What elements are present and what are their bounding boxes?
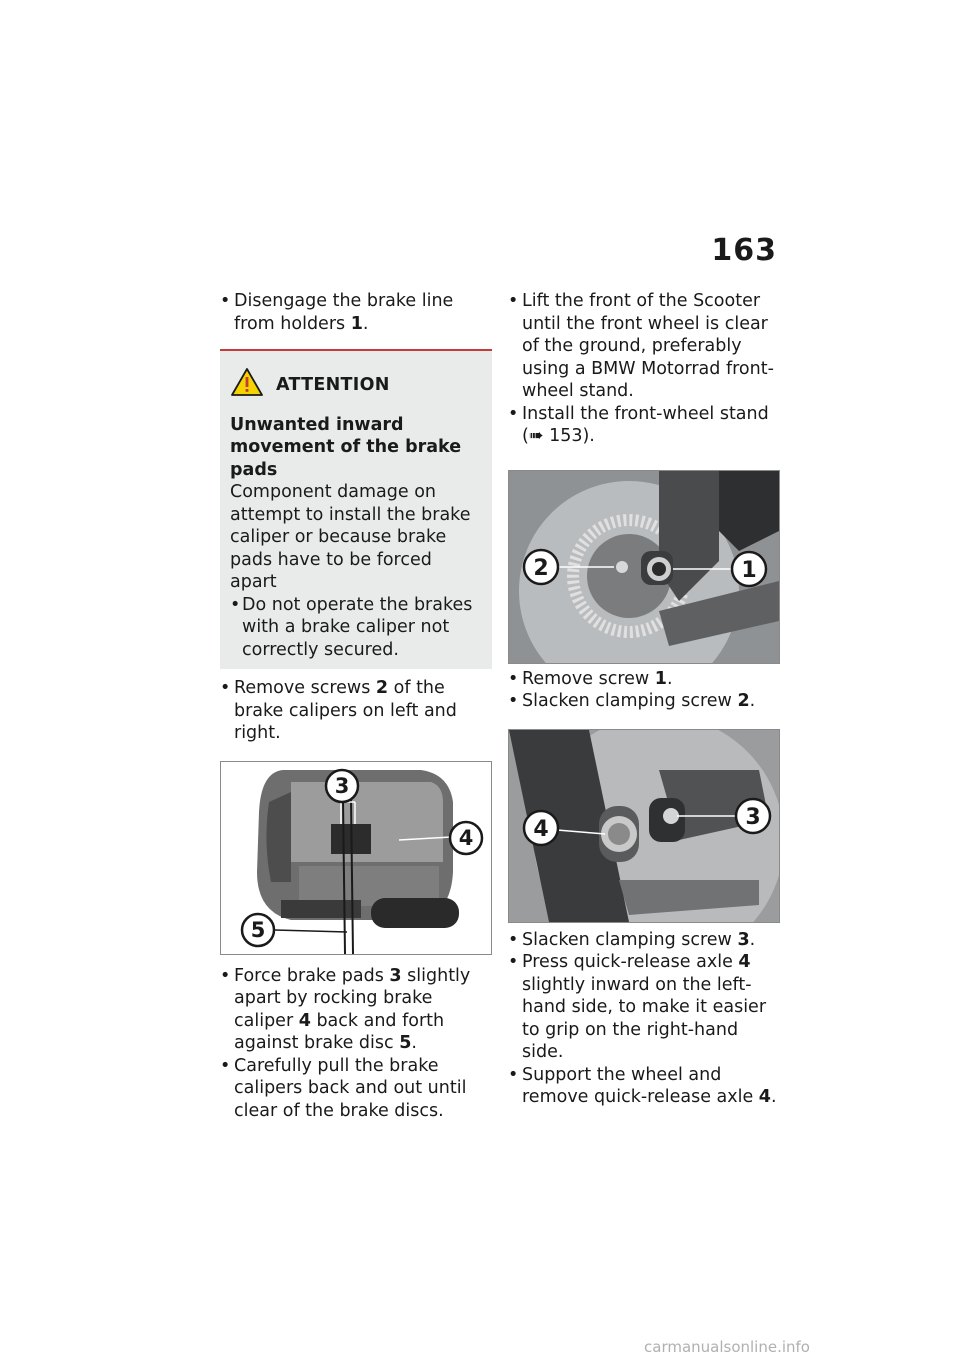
step-disengage-brake-line: • Disengage the brake line from holders 1. — [220, 290, 492, 335]
step-remove-screw: • Remove screw 1. — [508, 668, 780, 691]
step-remove-axle: • Support the wheel and remove quick-release axle 4. — [508, 1064, 780, 1109]
page-ref-link[interactable]: 153 — [543, 426, 583, 446]
callout-4: 4 — [533, 816, 549, 842]
right-column — [508, 290, 780, 1109]
callout-4: 4 — [458, 825, 474, 850]
step-pull-calipers: • Carefully pull the brake calipers back and out until clear of the brake discs. — [220, 1055, 492, 1123]
quick-release-axle-illustration — [509, 730, 779, 922]
attention-bullet: • Do not operate the brakes with a brake caliper not correctly secured. — [230, 594, 482, 662]
callout-1: 1 — [741, 557, 757, 583]
callout-3: 3 — [334, 773, 350, 798]
step-force-brake-pads: • Force brake pads 3 slightly apart by rocking brake caliper 4 back and forth against brake disc 5. — [220, 965, 492, 1055]
step-list — [220, 290, 492, 335]
step-remove-screws: • Remove screws 2 of the brake calipers on left and right. — [220, 677, 492, 745]
brake-caliper-illustration — [221, 762, 491, 954]
step-list — [508, 668, 780, 713]
attention-bullets — [230, 594, 482, 662]
left-column — [220, 290, 492, 1122]
page-number: 163 — [711, 233, 777, 268]
axle-screw-illustration — [509, 471, 779, 663]
step-list — [508, 290, 780, 448]
step-slacken-screw-3: • Slacken clamping screw 3. — [508, 929, 780, 952]
page-ref-arrow-icon: ➠ — [528, 426, 544, 446]
step-lift-scooter: • Lift the front of the Scooter until the front wheel is clear of the ground, preferably using a BMW Motorrad front-wheel stand. — [508, 290, 780, 403]
step-slacken-screw-2: • Slacken clamping screw 2. — [508, 690, 780, 713]
warning-triangle-icon — [230, 367, 264, 404]
step-list — [220, 677, 492, 745]
callout-5: 5 — [250, 917, 266, 942]
watermark: carmanualsonline.info — [644, 1338, 810, 1356]
attention-subtitle: Unwanted inward movement of the brake pads — [230, 414, 462, 480]
quick-release-axle-figure — [508, 729, 780, 923]
callout-3: 3 — [745, 804, 761, 830]
step-list — [508, 929, 780, 1109]
attention-box — [220, 351, 492, 669]
attention-title: ATTENTION — [276, 375, 390, 395]
step-install-stand: • Install the front-wheel stand (➠ 153). — [508, 403, 780, 448]
step-press-axle: • Press quick-release axle 4 slightly inward on the left-hand side, to make it easier to grip on the right-hand side. — [508, 951, 780, 1064]
attention-body: Component damage on attempt to install the brake caliper or because brake pads have to be forced apart — [230, 482, 471, 592]
axle-screw-figure — [508, 470, 780, 664]
step-list — [220, 965, 492, 1123]
brake-caliper-figure — [220, 761, 492, 955]
callout-2: 2 — [533, 555, 549, 581]
ref-number: 1 — [350, 313, 363, 334]
